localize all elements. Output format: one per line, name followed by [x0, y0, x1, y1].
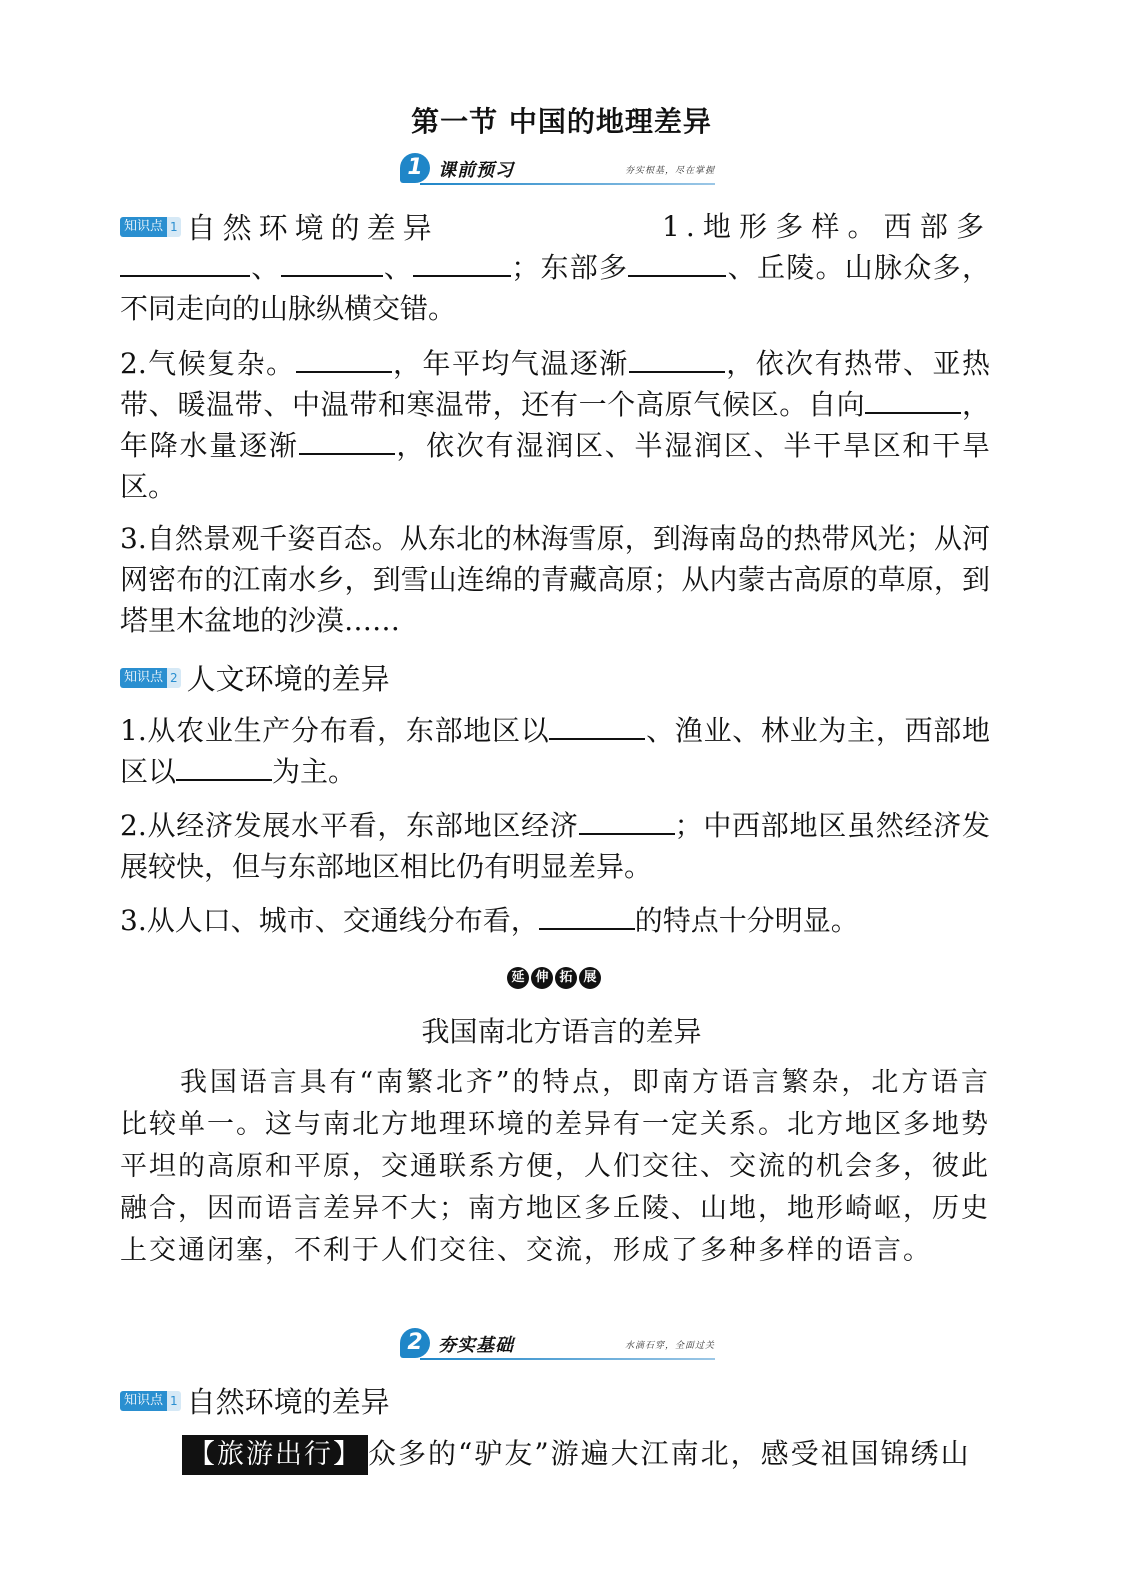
text: ；中西部地区虽然经济发展较快，但与东部地区相比仍有明显差异。	[120, 809, 990, 883]
foundation-banner	[400, 1328, 715, 1362]
paragraph-agriculture	[120, 710, 990, 792]
banner-number-icon: 2	[400, 1328, 430, 1358]
blank[interactable]	[281, 247, 383, 277]
extension-char-icon: 延	[507, 967, 529, 989]
section-title: 第一节 中国的地理差异	[411, 105, 712, 138]
text: 、丘陵。山脉众多，不同走向的山脉纵横交错。	[120, 251, 990, 325]
extension-char-icon: 伸	[531, 967, 553, 989]
text: 为主。	[272, 755, 357, 788]
text: ；东部多	[511, 251, 629, 284]
knowledge-point-tag: 知识点	[120, 668, 167, 688]
text: 1.从农业生产分布看，东部地区以	[120, 714, 550, 747]
banner-label: 夯实基础	[438, 1335, 514, 1356]
knowledge-point-number: 1	[167, 1391, 181, 1411]
text: 2.气候复杂。	[120, 347, 296, 380]
text: 、渔业、林业为主，西部地区以	[120, 714, 990, 788]
text: 向	[836, 388, 866, 421]
banner-number-icon: 1	[400, 153, 430, 183]
blank[interactable]	[176, 751, 272, 781]
banner-slogan: 水滴石穿，全面过关	[624, 1341, 715, 1351]
travel-text: 众多的“驴友”游遍大江南北，感受祖国锦绣山	[368, 1437, 971, 1470]
preview-banner	[400, 153, 715, 187]
extension-char-icon: 拓	[555, 967, 577, 989]
paragraph-population	[120, 900, 990, 941]
blank[interactable]	[120, 247, 250, 277]
knowledge-point-tag: 知识点	[120, 1391, 167, 1411]
blank[interactable]	[299, 425, 395, 455]
knowledge-point-title: 自然环境的差异	[186, 211, 439, 245]
blank[interactable]	[865, 384, 961, 414]
extension-badge	[507, 967, 601, 989]
blank[interactable]	[579, 805, 675, 835]
blank[interactable]	[629, 343, 725, 373]
knowledge-point-number: 1	[167, 217, 181, 237]
knowledge-point-tag: 知识点	[120, 217, 167, 237]
extension-char-icon: 展	[579, 967, 601, 989]
blank[interactable]	[413, 247, 511, 277]
knowledge-point-title: 人文环境的差异	[186, 662, 390, 696]
blank[interactable]	[628, 247, 726, 277]
blank[interactable]	[296, 343, 392, 373]
text: ，年平均气温逐渐	[391, 347, 629, 380]
paragraph-economy	[120, 805, 990, 887]
knowledge-point-2	[120, 657, 390, 698]
knowledge-point-number: 2	[167, 668, 181, 688]
text: 、	[382, 251, 414, 284]
banner-label: 课前预习	[438, 160, 514, 181]
text: 2.从经济发展水平看，东部地区经济	[120, 809, 579, 842]
text: 3.从人口、城市、交通线分布看，	[120, 904, 539, 937]
banner-rule	[420, 183, 715, 185]
banner-slogan: 夯实根基，尽在掌握	[624, 166, 715, 176]
blank[interactable]	[539, 900, 635, 930]
terrain-lead: 1.地形多样。西部多	[662, 210, 990, 243]
knowledge-point-title: 自然环境的差异	[186, 1385, 390, 1419]
paragraph-terrain	[120, 206, 990, 329]
travel-tag: 【旅游出行】	[182, 1435, 368, 1475]
extension-text: 我国语言具有“南繁北齐”的特点，即南方语言繁杂，北方语言比较单一。这与南北方地理环境的差异有一定关系。北方地区多地势平坦的高原和平原，交通联系方便，人们交往、交流的机会多，彼此融合，因而语言差异不大；南方地区多丘陵、山地，地形崎岖，历史上交通闭塞，不利于人们交往、交流，形成了多种多样的语言。	[120, 1067, 990, 1266]
text: 、	[250, 251, 281, 284]
extension-title: 我国南北方语言的差异	[421, 1015, 702, 1048]
text: ，年降水量逐渐	[120, 388, 990, 462]
travel-paragraph	[182, 1433, 992, 1475]
paragraph-landscape: 3.自然景观千姿百态。从东北的林海雪原，到海南岛的热带风光；从河网密布的江南水乡，到雪山连绵的青藏高原；从内蒙古高原的草原，到塔里木盆地的沙漠……	[120, 522, 990, 637]
blank[interactable]	[549, 710, 645, 740]
paragraph-climate	[120, 343, 990, 507]
text: 的特点十分明显。	[634, 904, 859, 937]
text: ，依次有热带、亚热带、暖温带、中温带和寒温带，还有一个高原气候区。自	[120, 347, 990, 421]
knowledge-point-3	[120, 1380, 390, 1421]
banner-rule	[420, 1358, 715, 1360]
text: ，依次有湿润区、半湿润区、半干旱区和干旱区。	[120, 429, 990, 503]
